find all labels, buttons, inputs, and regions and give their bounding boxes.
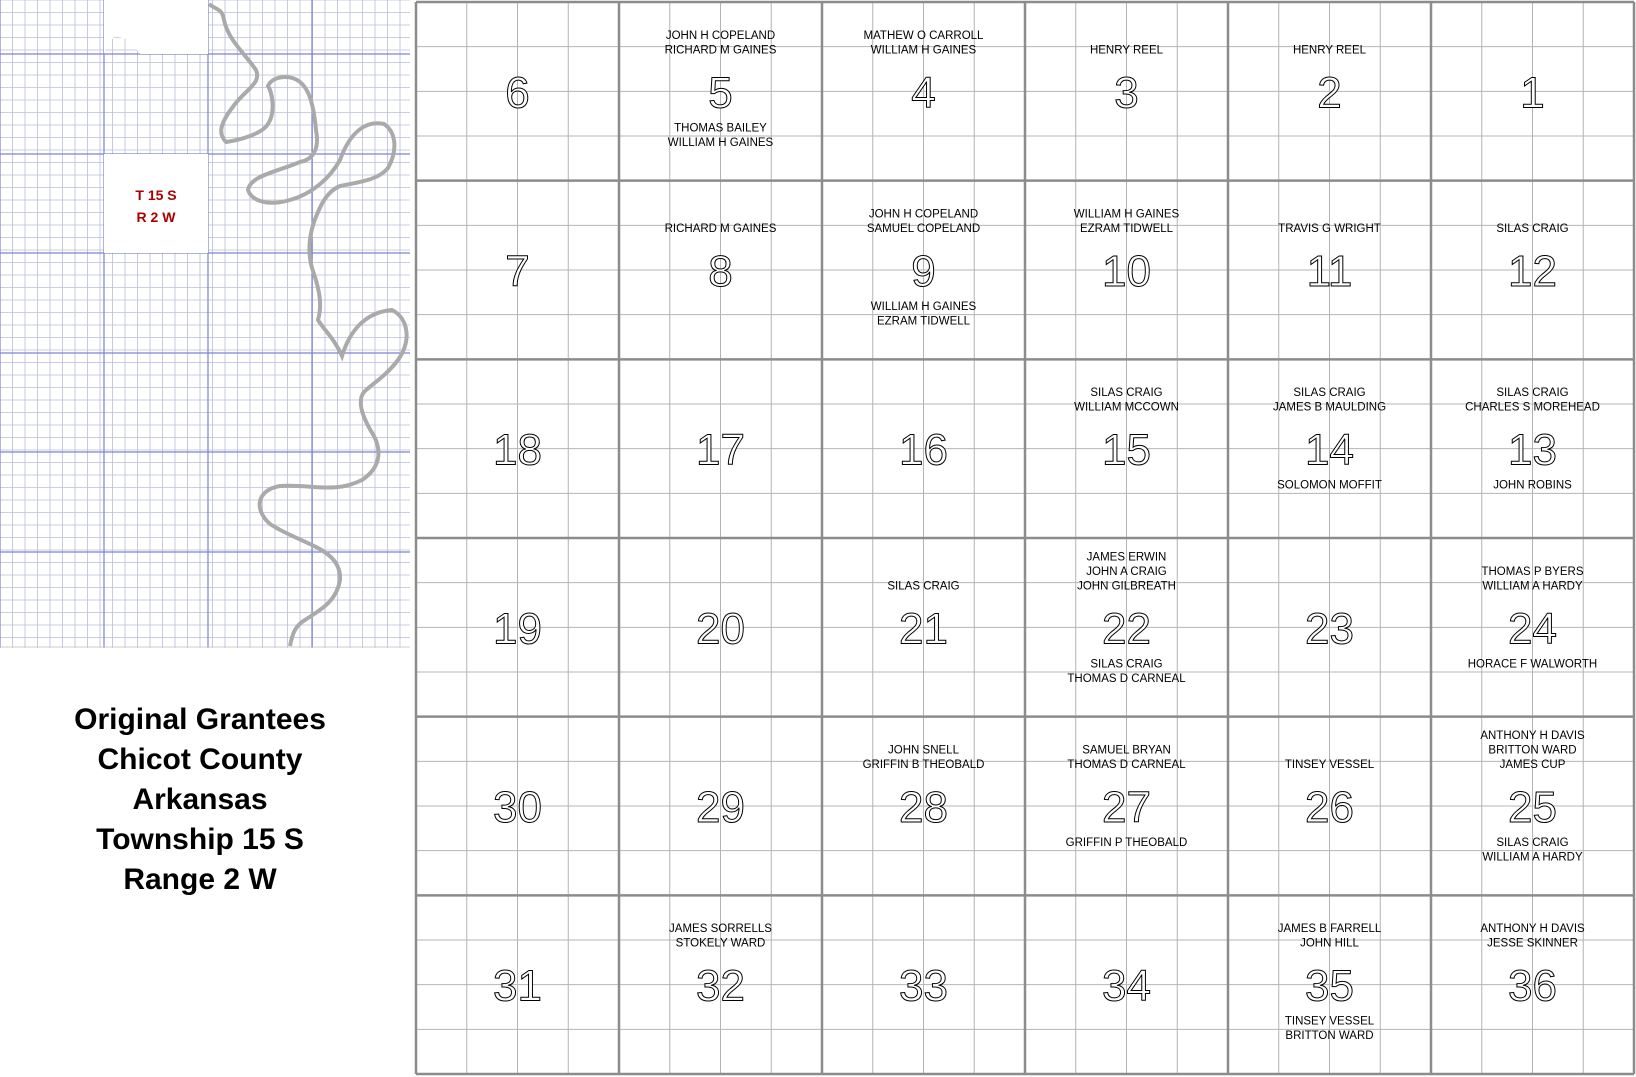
grantee-name: THOMAS D CARNEAL [1067, 759, 1186, 771]
section-number: 6 [505, 68, 530, 118]
grantee-name: STOKELY WARD [675, 937, 766, 950]
grantee-name: THOMAS P BYERS [1481, 565, 1584, 578]
section-number: 21 [899, 604, 948, 654]
grantee-name: JAMES SORRELLS [669, 923, 772, 936]
section-18 [493, 426, 542, 475]
section-number: 35 [1305, 961, 1354, 1011]
grantee-name: MATHEW O CARROLL [863, 29, 984, 42]
section-number: 33 [899, 961, 948, 1011]
grantee-name: TRAVIS G WRIGHT [1278, 223, 1381, 235]
grantee-name: TINSEY VESSEL [1284, 1015, 1375, 1028]
section-6 [505, 68, 529, 117]
township-grid [414, 0, 1636, 1077]
grantee-name: HORACE F WALWORTH [1467, 658, 1598, 671]
section-number: 25 [1508, 783, 1557, 832]
section-number: 22 [1102, 604, 1151, 654]
grantee-name: SILAS CRAIG [1090, 658, 1163, 671]
section-number: 29 [696, 783, 745, 832]
grantee-name: HENRY REEL [1292, 44, 1367, 57]
section-number: 1 [1520, 68, 1545, 118]
township-label-box [104, 154, 208, 253]
grantee-name: CHARLES S MOREHEAD [1465, 401, 1600, 414]
grantee-name: SILAS CRAIG [887, 580, 960, 593]
grantee-name: GRIFFIN B THEOBALD [862, 759, 985, 771]
grantee-name: JAMES ERWIN [1086, 551, 1167, 564]
grantee-name: SILAS CRAIG [1293, 387, 1366, 400]
section-1 [1520, 68, 1544, 117]
section-number: 20 [696, 604, 745, 654]
section-number: 19 [493, 604, 542, 654]
grantee-name: BRITTON WARD [1285, 1030, 1374, 1043]
section-number: 30 [493, 783, 542, 832]
section-number: 3 [1114, 68, 1139, 118]
grantee-name: WILLIAM H GAINES [870, 44, 977, 57]
section-number: 28 [899, 783, 948, 832]
grantee-name: WILLIAM H GAINES [870, 301, 977, 313]
grantee-name: TINSEY VESSEL [1284, 759, 1375, 771]
grantee-name: JAMES B FARRELL [1277, 923, 1382, 936]
section-33 [899, 962, 948, 1011]
grantee-name: RICHARD M GAINES [664, 44, 777, 57]
section-number: 5 [708, 68, 733, 118]
section-number: 13 [1508, 425, 1557, 475]
section-number: 16 [899, 425, 948, 475]
section-number: 27 [1102, 783, 1151, 832]
grantee-name: SAMUEL BRYAN [1082, 744, 1171, 757]
section-30 [493, 783, 542, 832]
section-number: 31 [493, 961, 542, 1011]
grantee-name: SILAS CRAIG [1496, 387, 1569, 400]
section-23 [1305, 604, 1354, 653]
grantee-name: THOMAS BAILEY [674, 122, 767, 135]
grantee-name: JOHN H COPELAND [665, 29, 776, 42]
section-29 [696, 783, 745, 832]
grantee-name: THOMAS D CARNEAL [1067, 672, 1186, 685]
grantee-name: EZRAM TIDWELL [876, 315, 971, 328]
grantee-name: HENRY REEL [1089, 44, 1164, 57]
grantee-name: SOLOMON MOFFIT [1277, 479, 1382, 492]
section-number: 36 [1508, 961, 1557, 1011]
section-number: 26 [1305, 783, 1354, 832]
section-number: 10 [1102, 247, 1151, 296]
section-number: 18 [493, 425, 542, 475]
grantee-name: ANTHONY H DAVIS [1480, 923, 1585, 936]
section-34 [1102, 962, 1151, 1011]
grantee-name: RICHARD M GAINES [664, 223, 777, 235]
grantee-name: JESSE SKINNER [1487, 937, 1578, 950]
section-number: 32 [696, 961, 745, 1011]
title-line-3: Arkansas [132, 783, 268, 816]
section-16 [899, 426, 948, 475]
section-number: 12 [1508, 247, 1557, 296]
grantee-name: WILLIAM H GAINES [1073, 208, 1180, 221]
title-line-4: Township 15 S [96, 823, 304, 856]
grantee-name: SILAS CRAIG [1496, 837, 1569, 849]
section-number: 15 [1102, 425, 1151, 475]
grantee-name: WILLIAM A HARDY [1482, 580, 1583, 593]
grantee-name: WILLIAM MCCOWN [1074, 401, 1179, 414]
grantee-name: JOHN ROBINS [1493, 479, 1572, 492]
title-line-1: Original Grantees [74, 703, 326, 736]
grantee-name: JOHN H COPELAND [868, 208, 979, 221]
section-19 [493, 604, 542, 653]
section-number: 8 [708, 247, 733, 296]
grantee-name: JOHN A CRAIG [1086, 565, 1167, 578]
title-line-2: Chicot County [97, 743, 303, 776]
grantee-name: SILAS CRAIG [1496, 223, 1569, 235]
section-number: 23 [1305, 604, 1354, 654]
township-label: T 15 S [135, 187, 177, 203]
section-number: 34 [1102, 961, 1151, 1011]
grantee-name: EZRAM TIDWELL [1079, 223, 1174, 235]
grantee-name: SAMUEL COPELAND [866, 223, 981, 235]
grantee-name: WILLIAM A HARDY [1482, 851, 1583, 864]
grantee-name: BRITTON WARD [1488, 744, 1577, 757]
section-number: 17 [696, 425, 745, 475]
section-20 [696, 604, 745, 653]
section-number: 14 [1305, 425, 1354, 475]
map-title [0, 700, 400, 900]
section-7 [505, 247, 529, 296]
locator-grid [0, 0, 410, 648]
section-number: 2 [1317, 68, 1342, 118]
section-number: 4 [911, 68, 936, 118]
section-number: 9 [911, 247, 936, 296]
grantee-name: ANTHONY H DAVIS [1480, 730, 1585, 742]
section-31 [493, 962, 542, 1011]
grantee-name: SILAS CRAIG [1090, 387, 1163, 400]
grantee-name: JAMES CUP [1499, 759, 1566, 771]
grantee-name: GRIFFIN P THEOBALD [1065, 837, 1188, 849]
section-17 [696, 426, 745, 475]
grantee-name: JOHN HILL [1300, 937, 1359, 950]
locator-map [0, 0, 410, 648]
section-number: 11 [1306, 247, 1353, 296]
title-line-5: Range 2 W [123, 863, 277, 896]
section-number: 24 [1508, 604, 1557, 654]
grantee-name: JOHN GILBREATH [1077, 580, 1176, 593]
range-label: R 2 W [136, 209, 176, 225]
section-number: 7 [505, 247, 530, 296]
grantee-name: WILLIAM H GAINES [667, 136, 774, 149]
grantee-name: JOHN SNELL [888, 744, 959, 757]
grantee-name: JAMES B MAULDING [1272, 401, 1387, 414]
